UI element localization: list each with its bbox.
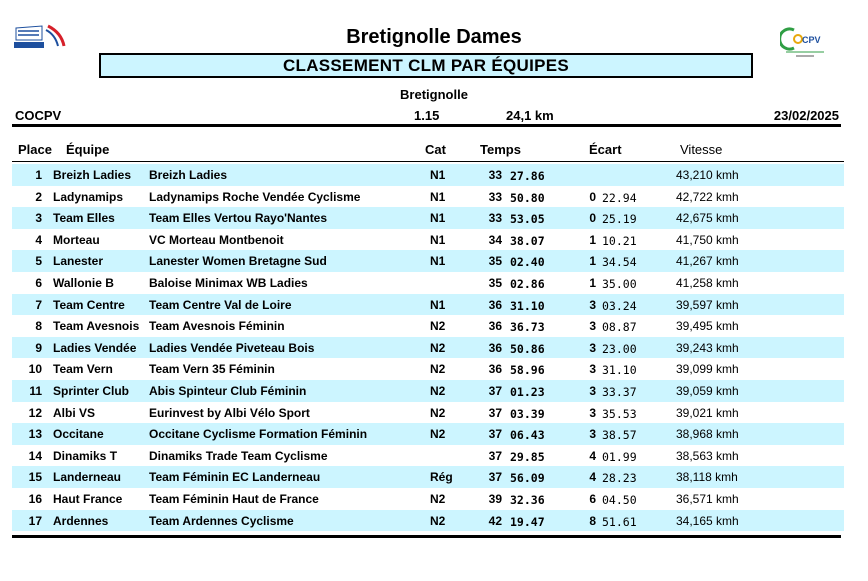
place: 5 xyxy=(35,254,42,269)
category: N1 xyxy=(430,189,446,204)
table-row xyxy=(12,294,844,316)
results-table xyxy=(12,164,844,531)
place: 15 xyxy=(28,470,42,485)
gap-seconds: 10.21 xyxy=(602,233,637,248)
average-speed: 38,118 kmh xyxy=(676,470,738,485)
time-minutes: 35 xyxy=(488,254,502,269)
average-speed: 41,267 kmh xyxy=(676,254,739,269)
time-minutes: 37 xyxy=(488,470,502,485)
top-divider xyxy=(12,124,841,127)
category: Rég xyxy=(430,470,453,485)
time-minutes: 37 xyxy=(488,383,502,398)
header-divider xyxy=(12,161,844,162)
gap-seconds: 31.10 xyxy=(602,363,637,378)
svg-text:CPV: CPV xyxy=(802,35,821,45)
team-full-name: Team Avesnois Féminin xyxy=(149,319,285,334)
table-row xyxy=(12,358,844,380)
average-speed: 34,165 kmh xyxy=(676,513,739,528)
gap-seconds: 23.00 xyxy=(602,341,637,356)
place: 12 xyxy=(28,405,42,420)
place: 16 xyxy=(28,491,42,506)
gap-seconds: 34.54 xyxy=(602,255,637,270)
place: 13 xyxy=(28,427,42,442)
team-short-name: Team Vern xyxy=(53,362,113,377)
race-distance: 24,1 km xyxy=(506,108,554,123)
ranking-subtitle: CLASSEMENT CLM PAR ÉQUIPES xyxy=(99,53,753,78)
time-minutes: 39 xyxy=(488,491,502,506)
average-speed: 39,597 kmh xyxy=(676,297,739,312)
team-short-name: Albi VS xyxy=(53,405,96,420)
col-header-place: Place xyxy=(18,142,52,157)
average-speed: 41,750 kmh xyxy=(676,232,739,247)
table-row xyxy=(12,510,844,532)
average-speed: 41,258 kmh xyxy=(676,275,739,290)
place: 3 xyxy=(35,211,42,226)
average-speed: 43,210 kmh xyxy=(676,168,739,182)
team-full-name: Lanester Women Bretagne Sud xyxy=(149,254,327,269)
col-header-speed: Vitesse xyxy=(680,142,723,157)
team-short-name: Sprinter Club xyxy=(53,383,130,398)
time-seconds: 56.09 xyxy=(510,471,545,486)
time-seconds: 03.39 xyxy=(510,406,545,421)
average-speed: 39,495 kmh xyxy=(676,319,739,334)
category: N1 xyxy=(430,211,446,226)
place: 1 xyxy=(35,168,42,182)
gap-minutes: 3 xyxy=(589,297,596,312)
gap-seconds: 01.99 xyxy=(602,449,637,464)
category: N2 xyxy=(430,383,446,398)
table-row xyxy=(12,229,844,251)
time-seconds: 50.80 xyxy=(510,190,545,205)
team-short-name: Team Centre xyxy=(53,297,125,312)
table-row xyxy=(12,402,844,424)
time-seconds: 38.07 xyxy=(510,233,545,248)
gap-seconds: 08.87 xyxy=(602,320,637,335)
time-minutes: 37 xyxy=(488,427,502,442)
gap-minutes: 0 xyxy=(589,211,596,226)
time-minutes: 37 xyxy=(488,405,502,420)
team-full-name: Team Ardennes Cyclisme xyxy=(149,513,294,528)
page-title: Bretignolle Dames xyxy=(346,26,522,48)
average-speed: 39,243 kmh xyxy=(676,340,739,355)
team-full-name: Team Féminin Haut de France xyxy=(149,491,319,506)
col-header-cat: Cat xyxy=(425,142,446,157)
place: 14 xyxy=(28,448,42,463)
time-seconds: 58.96 xyxy=(510,363,545,378)
table-row xyxy=(12,207,844,229)
col-header-time: Temps xyxy=(480,142,521,157)
team-short-name: Dinamiks T xyxy=(53,448,118,463)
gap-minutes: 3 xyxy=(589,362,596,377)
category: N1 xyxy=(430,232,446,247)
gap-seconds: 25.19 xyxy=(602,212,637,227)
time-seconds: 02.86 xyxy=(510,276,545,291)
team-full-name: VC Morteau Montbenoit xyxy=(149,232,284,247)
gap-minutes: 0 xyxy=(589,189,596,204)
time-minutes: 36 xyxy=(488,362,502,377)
table-row xyxy=(12,186,844,208)
gap-minutes: 4 xyxy=(589,448,596,463)
table-row xyxy=(12,250,844,272)
time-seconds: 01.23 xyxy=(510,384,545,399)
category: N1 xyxy=(430,254,446,269)
time-seconds: 53.05 xyxy=(510,212,545,227)
bottom-divider xyxy=(12,535,841,538)
time-minutes: 34 xyxy=(488,232,502,247)
col-header-team: Équipe xyxy=(66,142,110,157)
gap-minutes: 1 xyxy=(589,254,596,269)
place: 7 xyxy=(35,297,42,312)
gap-seconds: 22.94 xyxy=(602,190,637,205)
gap-seconds: 33.37 xyxy=(602,384,637,399)
category: N2 xyxy=(430,340,446,355)
coefficient: 1.15 xyxy=(414,108,440,123)
gap-minutes: 1 xyxy=(589,232,596,247)
table-row xyxy=(12,380,844,402)
category: N2 xyxy=(430,362,446,377)
time-minutes: 33 xyxy=(488,211,502,226)
category: N2 xyxy=(430,491,446,506)
place: 2 xyxy=(35,189,42,204)
team-full-name: Breizh Ladies xyxy=(149,168,228,182)
time-seconds: 29.85 xyxy=(510,449,545,464)
team-short-name: Ladynamips xyxy=(53,189,124,204)
team-full-name: Ladynamips Roche Vendée Cyclisme xyxy=(149,189,361,204)
team-full-name: Team Centre Val de Loire xyxy=(149,297,292,312)
gap-seconds: 35.53 xyxy=(602,406,637,421)
table-row xyxy=(12,315,844,337)
time-seconds: 50.86 xyxy=(510,341,545,356)
team-full-name: Ladies Vendée Piveteau Bois xyxy=(149,340,315,355)
time-minutes: 36 xyxy=(488,319,502,334)
team-short-name: Breizh Ladies xyxy=(53,168,132,182)
team-short-name: Occitane xyxy=(53,427,104,442)
gap-minutes: 3 xyxy=(589,340,596,355)
gap-seconds: 04.50 xyxy=(602,492,637,507)
gap-seconds: 51.61 xyxy=(602,514,637,529)
time-seconds: 32.36 xyxy=(510,492,545,507)
average-speed: 38,968 kmh xyxy=(676,427,739,442)
table-row xyxy=(12,488,844,510)
category: N2 xyxy=(430,427,446,442)
team-short-name: Morteau xyxy=(53,232,100,247)
gap-seconds: 28.23 xyxy=(602,471,637,486)
team-short-name: Haut France xyxy=(53,491,123,506)
category: N1 xyxy=(430,168,446,182)
team-short-name: Wallonie B xyxy=(53,275,114,290)
gap-minutes: 1 xyxy=(589,275,596,290)
race-date: 23/02/2025 xyxy=(773,108,839,123)
time-minutes: 33 xyxy=(488,168,502,182)
gap-minutes: 3 xyxy=(589,427,596,442)
team-full-name: Team Vern 35 Féminin xyxy=(149,362,275,377)
category: N2 xyxy=(430,319,446,334)
table-row xyxy=(12,445,844,467)
table-row xyxy=(12,337,844,359)
time-minutes: 37 xyxy=(488,448,502,463)
table-row xyxy=(12,423,844,445)
table-row xyxy=(12,164,844,186)
gap-minutes: 6 xyxy=(589,491,596,506)
gap-minutes: 8 xyxy=(589,513,596,528)
time-minutes: 35 xyxy=(488,275,502,290)
team-full-name: Eurinvest by Albi Vélo Sport xyxy=(149,405,310,420)
team-short-name: Ardennes xyxy=(53,513,109,528)
team-full-name: Abis Spinteur Club Féminin xyxy=(149,383,307,398)
place: 11 xyxy=(29,383,42,398)
place: 9 xyxy=(35,340,42,355)
team-full-name: Baloise Minimax WB Ladies xyxy=(149,275,308,290)
time-minutes: 36 xyxy=(488,297,502,312)
gap-seconds: 35.00 xyxy=(602,276,637,291)
place: 10 xyxy=(28,362,42,377)
race-location: Bretignolle xyxy=(400,87,468,102)
place: 4 xyxy=(35,232,42,247)
team-short-name: Team Avesnois xyxy=(53,319,140,334)
gap-minutes: 3 xyxy=(589,319,596,334)
team-full-name: Team Elles Vertou Rayo'Nantes xyxy=(149,211,328,226)
team-short-name: Lanester xyxy=(53,254,104,269)
time-minutes: 36 xyxy=(488,340,502,355)
team-full-name: Dinamiks Trade Team Cyclisme xyxy=(149,448,328,463)
average-speed: 39,021 kmh xyxy=(676,405,739,420)
place: 17 xyxy=(28,513,42,528)
place: 6 xyxy=(35,275,42,290)
average-speed: 39,059 kmh xyxy=(676,383,739,398)
average-speed: 42,675 kmh xyxy=(676,211,739,226)
time-seconds: 36.73 xyxy=(510,320,545,335)
place: 8 xyxy=(35,319,42,334)
time-seconds: 27.86 xyxy=(510,169,545,183)
gap-minutes: 3 xyxy=(589,383,596,398)
average-speed: 39,099 kmh xyxy=(676,362,739,377)
time-seconds: 31.10 xyxy=(510,298,545,313)
average-speed: 42,722 kmh xyxy=(676,189,739,204)
time-seconds: 06.43 xyxy=(510,428,545,443)
time-minutes: 33 xyxy=(488,189,502,204)
category: N2 xyxy=(430,513,446,528)
gap-seconds: 03.24 xyxy=(602,298,637,313)
time-seconds: 02.40 xyxy=(510,255,545,270)
average-speed: 36,571 kmh xyxy=(676,491,739,506)
gap-minutes: 4 xyxy=(589,470,596,485)
gap-minutes: 3 xyxy=(589,405,596,420)
table-row xyxy=(12,466,844,488)
average-speed: 38,563 kmh xyxy=(676,448,739,463)
team-short-name: Ladies Vendée xyxy=(53,340,137,355)
team-short-name: Landerneau xyxy=(53,470,122,485)
organizer: COCPV xyxy=(15,108,62,123)
time-minutes: 42 xyxy=(488,513,502,528)
table-row xyxy=(12,272,844,294)
category: N2 xyxy=(430,405,446,420)
category: N1 xyxy=(430,297,446,312)
team-short-name: Team Elles xyxy=(53,211,115,226)
gap-seconds: 38.57 xyxy=(602,428,637,443)
team-full-name: Occitane Cyclisme Formation Féminin xyxy=(149,427,368,442)
col-header-gap: Écart xyxy=(589,142,622,157)
time-seconds: 19.47 xyxy=(510,514,545,529)
team-full-name: Team Féminin EC Landerneau xyxy=(149,470,321,485)
